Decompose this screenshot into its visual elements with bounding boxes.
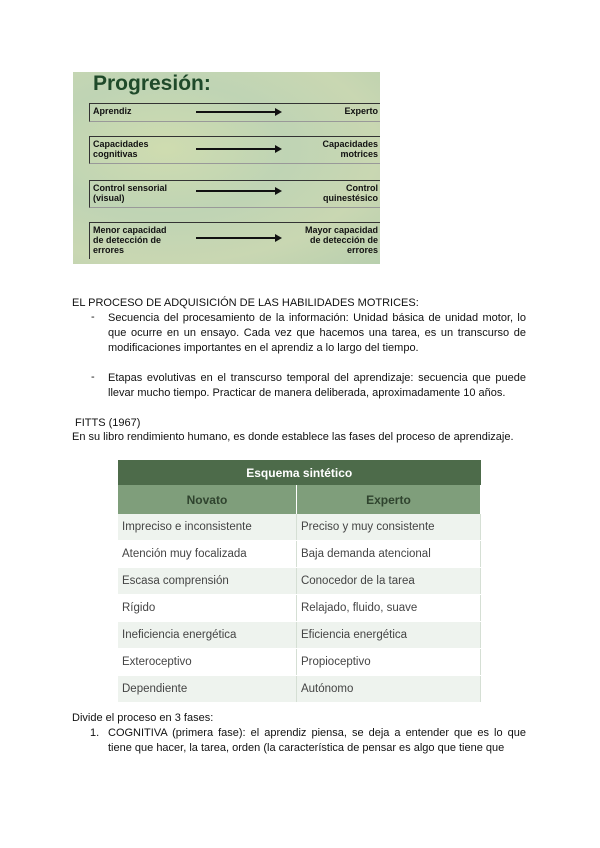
bullet-marker: - <box>91 311 95 323</box>
row-left: Control sensorial (visual) <box>93 183 168 203</box>
arrow-icon <box>196 190 278 192</box>
novice-cell: Rígido <box>118 595 296 622</box>
novice-cell: Exteroceptivo <box>118 649 296 676</box>
table-row <box>118 649 481 676</box>
row-right: Experto <box>344 106 378 116</box>
row-right: Capacidades motrices <box>322 139 378 159</box>
bullet-item: Secuencia del procesamiento de la información: Unidad básica de unidad motor, lo que ocurre en un ensayo. Cada vez que hacemos una tarea, es un transcurso de modificaciones importantes en el aprendiz a lo largo del tiempo. <box>108 312 526 354</box>
arrow-icon <box>196 111 278 113</box>
arrow-icon <box>196 237 278 239</box>
expert-cell: Baja demanda atencional <box>296 541 480 568</box>
expert-cell: Propioceptivo <box>296 649 480 676</box>
novice-cell: Atención muy focalizada <box>118 541 296 568</box>
expert-cell: Conocedor de la tarea <box>296 568 480 595</box>
novice-cell: Escasa comprensión <box>118 568 296 595</box>
row-left: Menor capacidad de detección de errores <box>93 225 167 255</box>
section-heading: EL PROCESO DE ADQUISICIÓN DE LAS HABILIDADES MOTRICES: <box>72 297 419 309</box>
bullet-item: Etapas evolutivas en el transcurso temporal del aprendizaje: secuencia que puede llevar mucho tiempo. Practicar de manera deliberada, aproximadamente 10 años. <box>108 372 526 399</box>
column-header: Experto <box>296 485 480 514</box>
table-row <box>118 568 481 595</box>
list-number: 1. <box>90 727 100 739</box>
progression-image <box>73 72 380 264</box>
bullet-marker: - <box>91 371 95 383</box>
phase-item: COGNITIVA (primera fase): el aprendiz piensa, se deja a entender que es lo que tiene que hacer, la tarea, orden (la característica de pensar es algo que tiene que <box>108 727 526 754</box>
progression-row <box>89 136 380 164</box>
column-header: Novato <box>118 485 296 514</box>
summary-table <box>118 460 481 703</box>
phases-intro: Divide el proceso en 3 fases: <box>72 712 214 724</box>
table-title: Esquema sintético <box>118 460 481 485</box>
novice-cell: Impreciso e inconsistente <box>118 514 296 541</box>
row-left: Capacidades cognitivas <box>93 139 149 159</box>
table-row <box>118 622 481 649</box>
slide-title: Progresión: <box>93 72 211 95</box>
expert-cell: Eficiencia energética <box>296 622 480 649</box>
fitts-description: En su libro rendimiento humano, es donde establece las fases del proceso de aprendizaje. <box>72 431 514 443</box>
expert-cell: Relajado, fluido, suave <box>296 595 480 622</box>
table-row <box>118 676 481 703</box>
expert-cell: Autónomo <box>296 676 480 703</box>
row-left: Aprendiz <box>93 106 132 116</box>
progression-row <box>89 222 380 259</box>
novice-cell: Dependiente <box>118 676 296 703</box>
novice-cell: Ineficiencia energética <box>118 622 296 649</box>
row-right: Mayor capacidad de detección de errores <box>304 225 378 255</box>
table-row <box>118 595 481 622</box>
fitts-heading: FITTS (1967) <box>75 417 141 429</box>
table-row <box>118 541 481 568</box>
row-right: Control quinestésico <box>322 183 378 203</box>
progression-row <box>89 180 380 208</box>
progression-row <box>89 103 380 122</box>
table-row <box>118 514 481 541</box>
expert-cell: Preciso y muy consistente <box>296 514 480 541</box>
arrow-icon <box>196 148 278 150</box>
